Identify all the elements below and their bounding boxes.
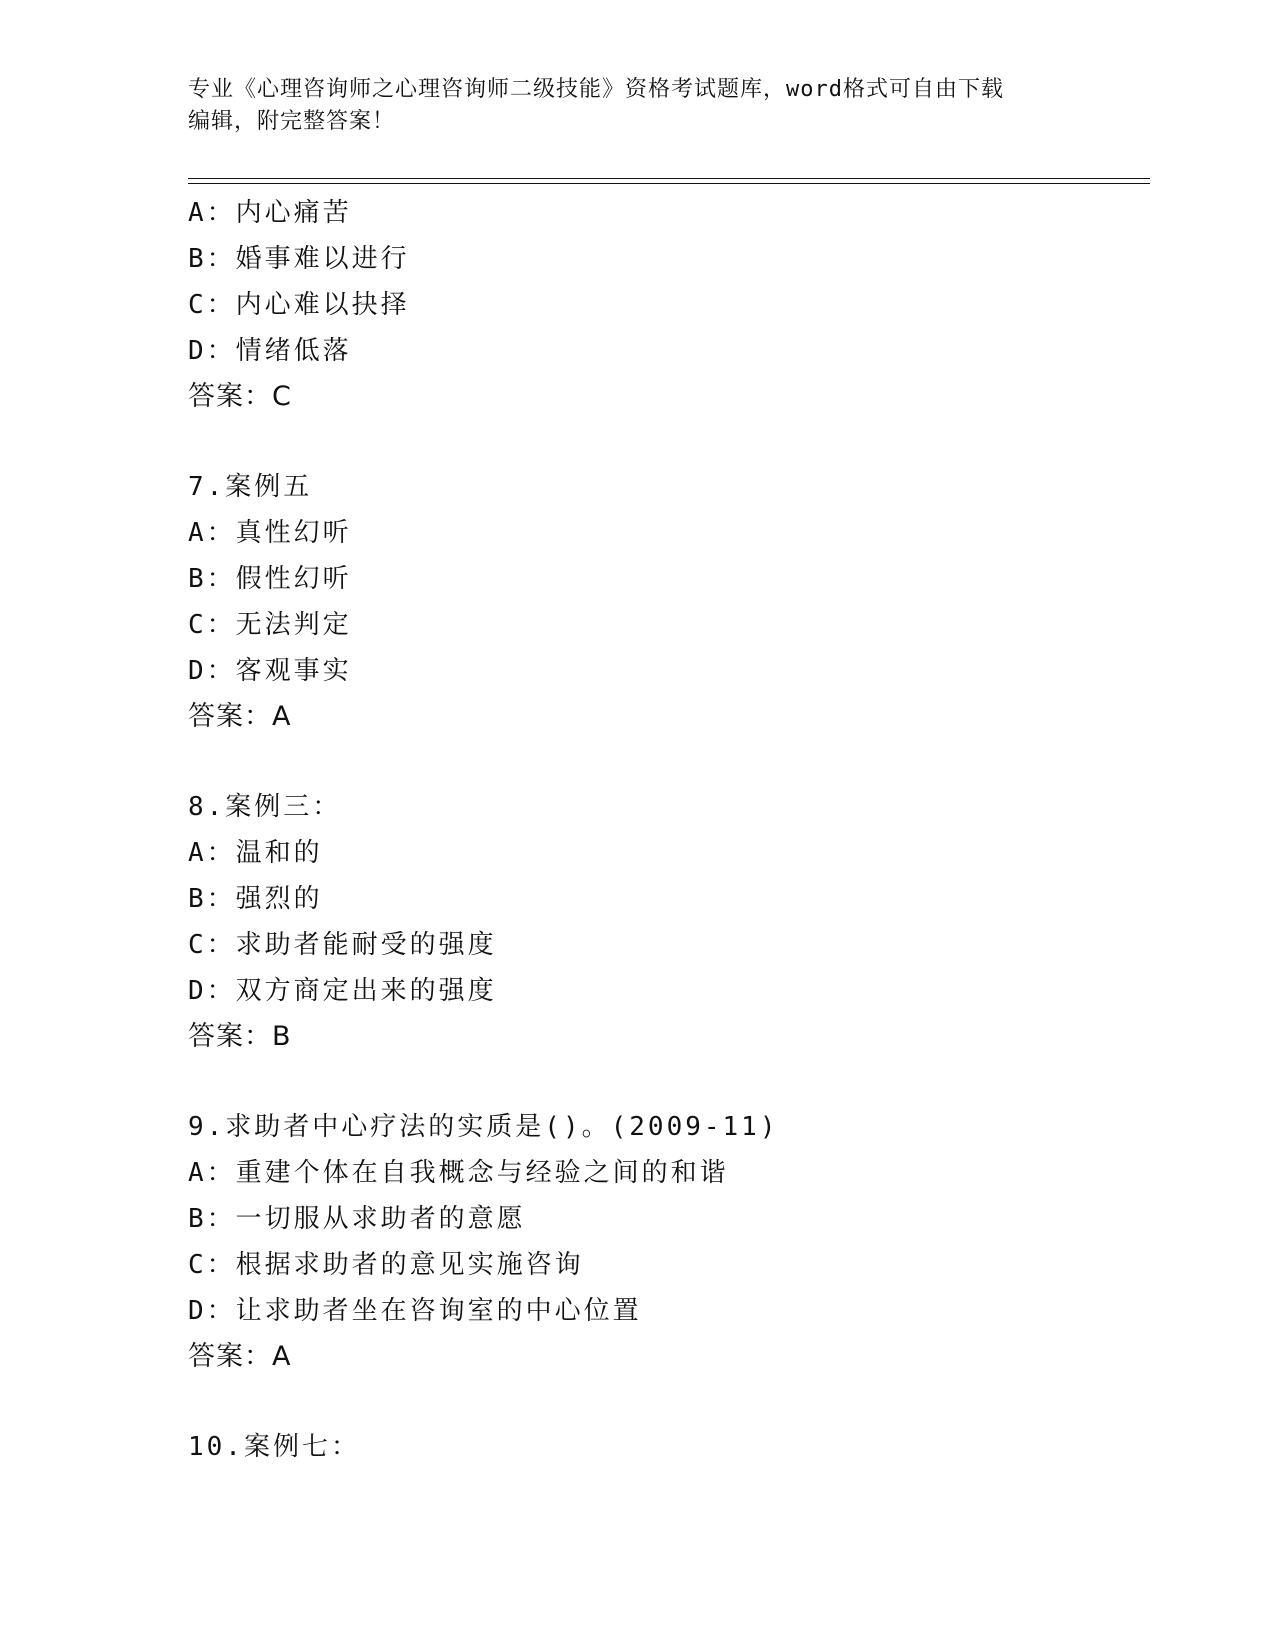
option-b: B：一切服从求助者的意愿 <box>188 1204 526 1234</box>
option-c: C：无法判定 <box>188 610 352 640</box>
question-title: 8.案例三： <box>188 792 342 822</box>
question-block-8 <box>188 784 1148 1060</box>
question-block-7 <box>188 464 1148 740</box>
header-divider-top <box>188 178 1150 179</box>
option-b: B：假性幻听 <box>188 564 352 594</box>
option-d: D：双方商定出来的强度 <box>188 976 497 1006</box>
question-block-continued <box>188 190 1148 420</box>
option-b: B：婚事难以进行 <box>188 244 410 274</box>
question-title: 7.案例五 <box>188 472 313 502</box>
question-list <box>188 190 1148 1470</box>
question-title: 10.案例七： <box>188 1432 360 1462</box>
answer-line: 答案：A <box>188 701 292 732</box>
option-b: B：强烈的 <box>188 884 323 914</box>
question-block-9 <box>188 1104 1148 1380</box>
question-block-10 <box>188 1424 1148 1470</box>
answer-line: 答案：C <box>188 381 292 412</box>
option-c: C：根据求助者的意见实施咨询 <box>188 1250 584 1280</box>
option-c: C：求助者能耐受的强度 <box>188 930 497 960</box>
document-header <box>188 74 1088 138</box>
header-divider-bottom <box>188 183 1150 184</box>
option-a: A：温和的 <box>188 838 323 868</box>
answer-line: 答案：B <box>188 1021 292 1052</box>
option-c: C：内心难以抉择 <box>188 290 410 320</box>
option-a: A：内心痛苦 <box>188 198 352 228</box>
option-a: A：重建个体在自我概念与经验之间的和谐 <box>188 1158 729 1188</box>
header-line-1: 专业《心理咨询师之心理咨询师二级技能》资格考试题库，word格式可自由下载 <box>188 77 1004 102</box>
question-title: 9.求助者中心疗法的实质是()。(2009-11) <box>188 1112 779 1142</box>
option-d: D：让求助者坐在咨询室的中心位置 <box>188 1296 642 1326</box>
option-a: A：真性幻听 <box>188 518 352 548</box>
option-d: D：客观事实 <box>188 656 352 686</box>
answer-line: 答案：A <box>188 1341 292 1372</box>
header-line-2: 编辑，附完整答案！ <box>188 109 396 134</box>
option-d: D：情绪低落 <box>188 336 352 366</box>
